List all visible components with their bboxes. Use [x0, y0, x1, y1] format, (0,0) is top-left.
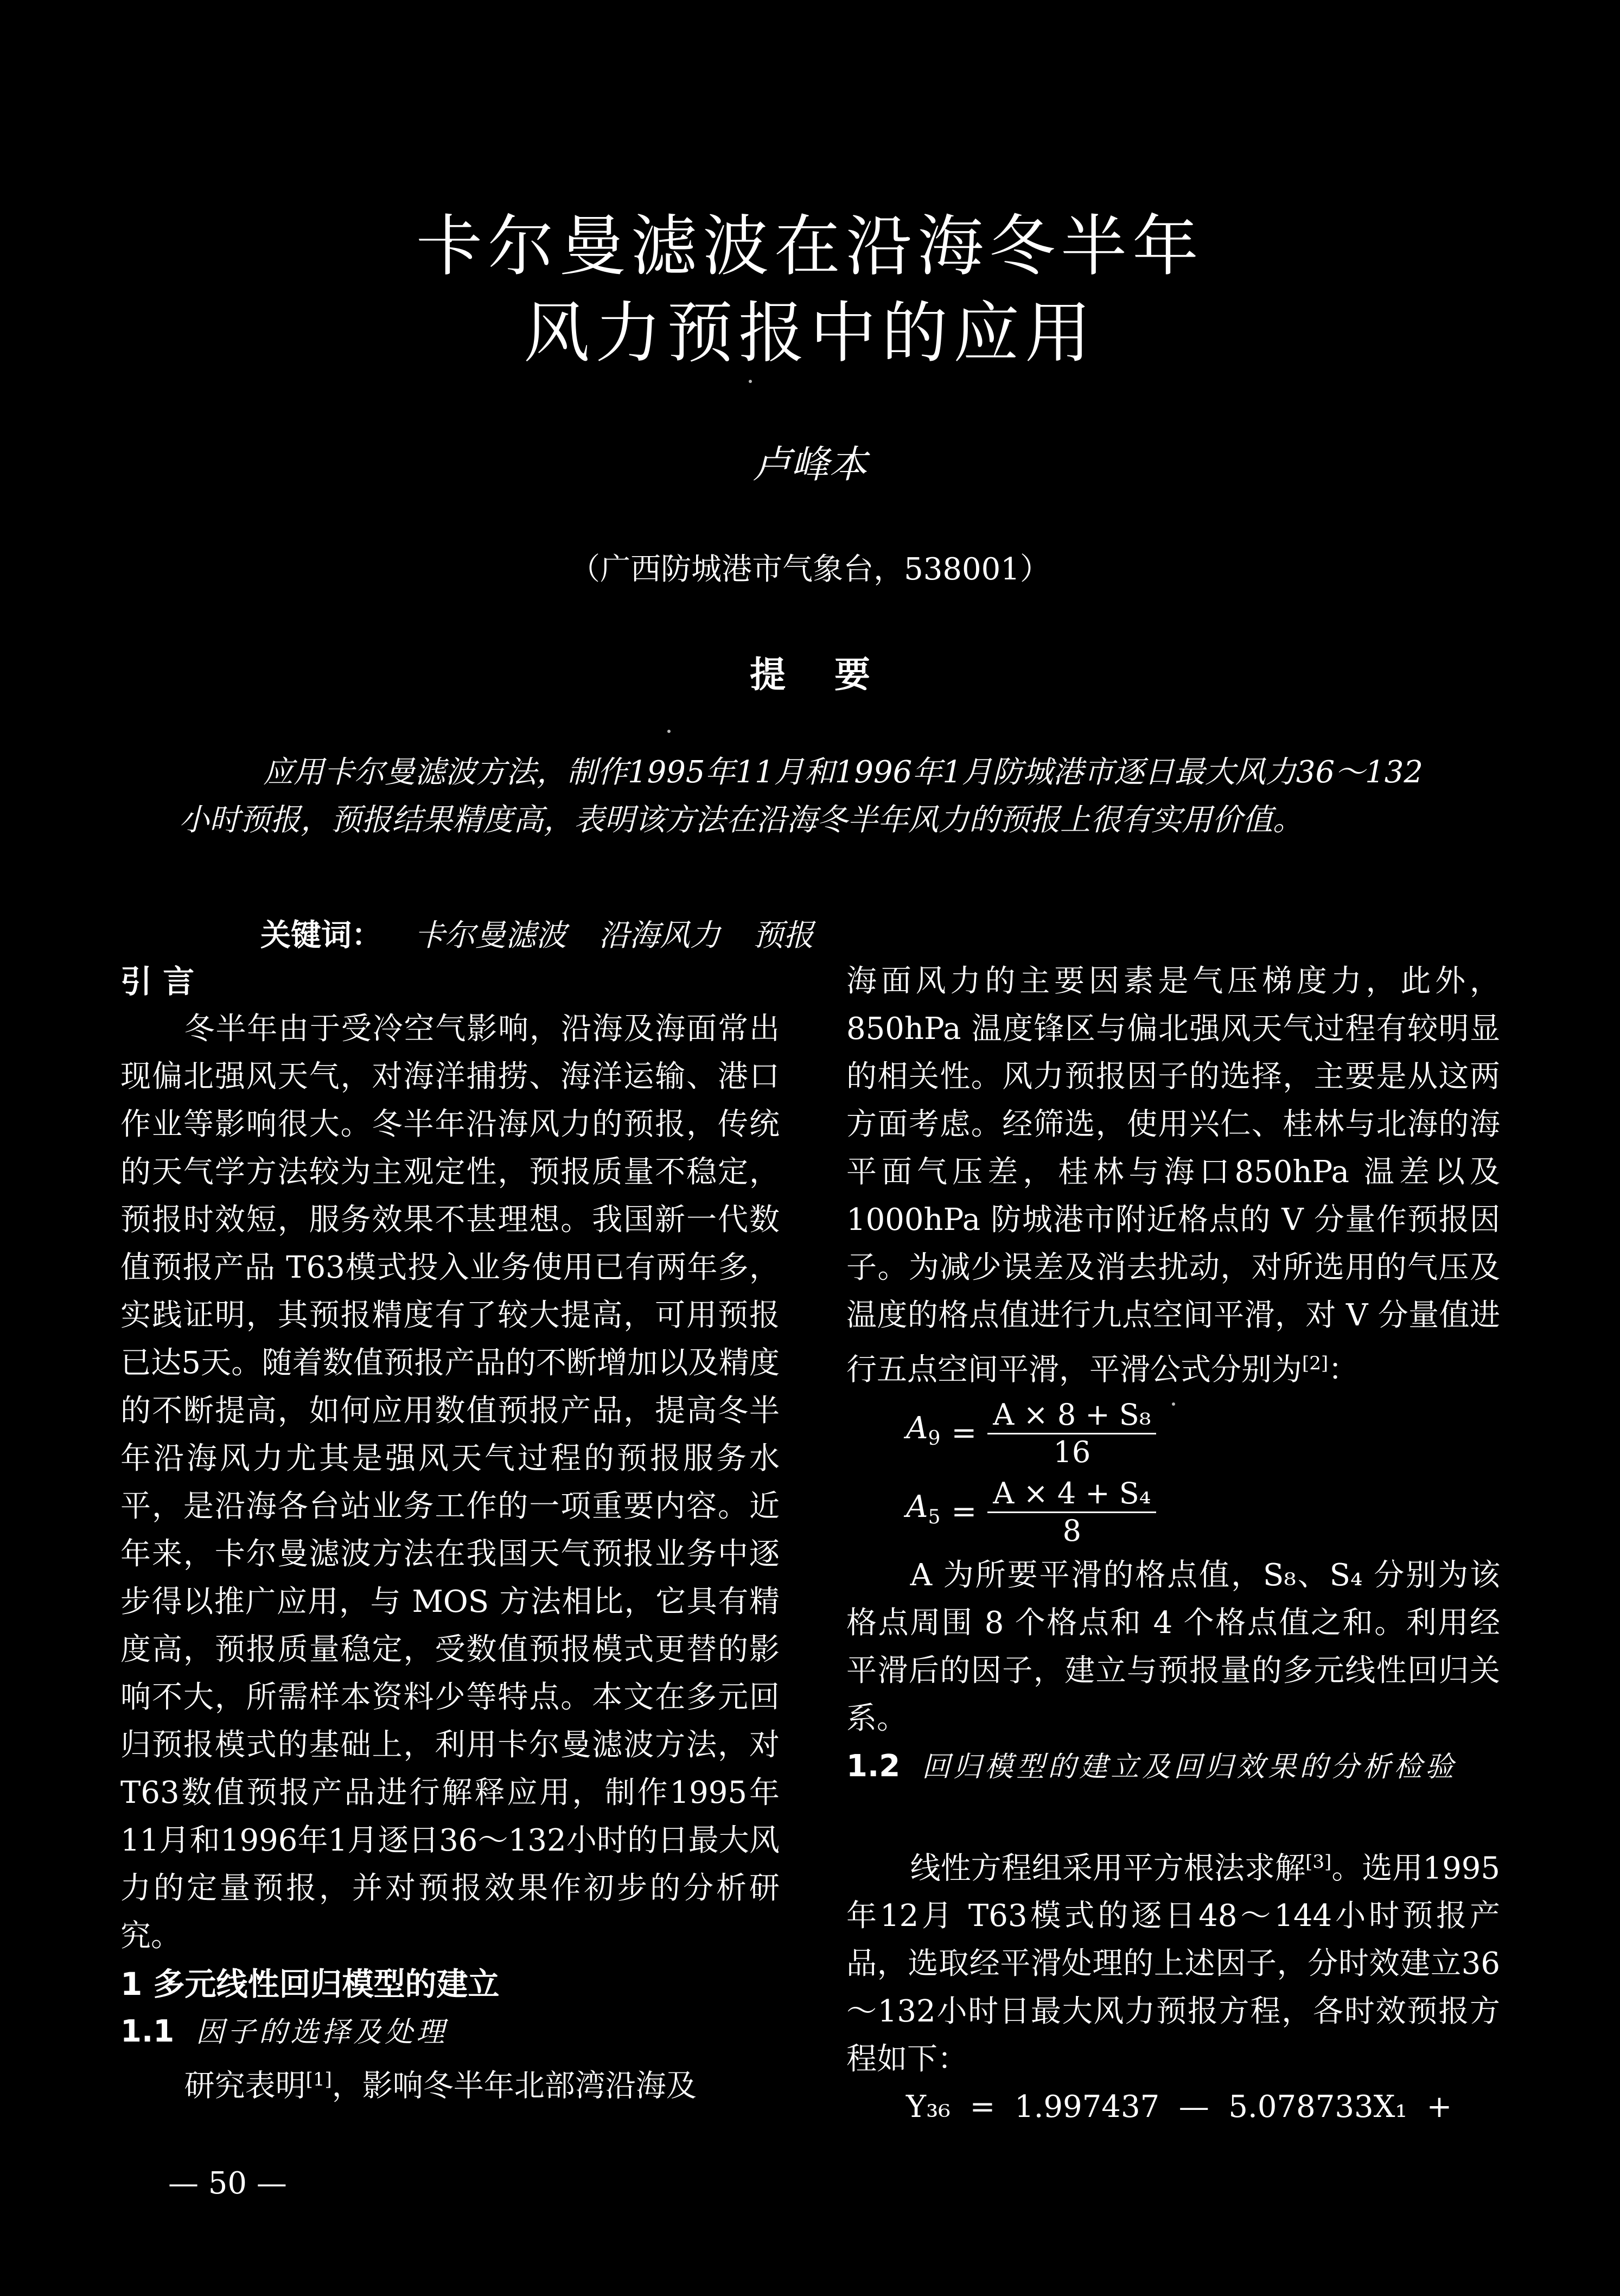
- smoothing-formula-5: $A_5$ = $\frac{\text{A × 4 + S₄}}{8}$: [846, 1473, 1500, 1552]
- citation: [2]: [1302, 1353, 1329, 1374]
- citation: [1]: [305, 2069, 332, 2090]
- subsection-1-1-heading: [120, 2008, 780, 2056]
- citation: [3]: [1305, 1851, 1332, 1873]
- subsection-number: 1.1: [120, 2014, 175, 2049]
- scan-speck: [749, 380, 752, 383]
- section-1-heading: 1 多元线性回归模型的建立: [120, 1966, 500, 2002]
- title-line-2: 风力预报中的应用: [524, 295, 1096, 372]
- factor-paragraph: 海面风力的主要因素是气压梯度力，此外，850hPa 温度锋区与偏北强风天气过程有较明显的相关性。风力预报因子的选择，主要是从这两方面考虑。经筛选，使用兴仁、桂林与北海的海平面气压差，桂林与海口850hPa 温差以及1000hPa 防城港市附近格点的 V 分量作预报因子。为减少误差及消去扰动，对所选用的气压及温度的格点值进行九点空间平滑，对 V 分量值进行五点空间平滑，平滑公式分别为[2]：: [846, 964, 1500, 1388]
- intro-paragraph: 冬半年由于受冷空气影响，沿海及海面常出现偏北强风天气，对海洋捕捞、海洋运输、港口作业等影响很大。冬半年沿海风力的预报，传统的天气学方法较为主观定性，预报质量不稳定，预报时效短，服务效果不甚理想。我国新一代数值预报产品 T63模式投入业务使用已有两年多，实践证明，其预报精度有了较大提高，可用预报已达5天。随着数值预报产品的不断增加以及精度的不断提高，如何应用数值预报产品，提高冬半年沿海风力尤其是强风天气过程的预报服务水平，是沿海各台站业务工作的一项重要内容。近年来，卡尔曼滤波方法在我国天气预报业务中逐步得以推广应用，与 MOS 方法相比，它具有精度高，预报质量稳定，受数值预报模式更替的影响不大，所需样本资料少等特点。本文在多元回归预报模式的基础上，利用卡尔曼滤波方法，对 T63数值预报产品进行解释应用，制作1995年11月和1996年1月逐日36～132小时的日最大风力的定量预报，并对预报效果作初步的分析研究。: [120, 1011, 780, 1954]
- keyword-item: 卡尔曼滤波: [414, 918, 566, 953]
- left-column: [120, 958, 780, 2110]
- keywords-label: 关键词：: [260, 918, 382, 953]
- page-number: — 50 —: [168, 2166, 287, 2201]
- title-line-1: 卡尔曼滤波在沿海冬半年: [416, 208, 1204, 285]
- subsection-1-2-heading: [846, 1743, 1500, 1838]
- smoothing-formula-9: $A_9$ = $\frac{\text{A × 8 + S₈}}{16}$: [846, 1394, 1500, 1473]
- formula-denominator: 8: [1062, 1513, 1082, 1548]
- subsection-title: 回归模型的建立及回归效果的分析检验: [922, 1750, 1457, 1783]
- formula-denominator: 16: [1053, 1434, 1091, 1469]
- subsection-number: 1.2: [846, 1748, 901, 1784]
- keywords: [260, 911, 814, 955]
- scan-speck: [1172, 1402, 1175, 1406]
- formula-numerator: A × 4 + S₄: [987, 1476, 1156, 1513]
- intro-heading: 引 言: [120, 963, 195, 1000]
- equation-y36: Y₃₆ = 1.997437 — 5.078733X₁ +: [906, 2089, 1452, 2125]
- right-column: [846, 958, 1500, 2131]
- regression-paragraph: 线性方程组采用平方根法求解[3]。选用1995年12月 T63模式的逐日48～144小时预报产品，选取经平滑处理的上述因子，分时效建立36～132小时日最大风力预报方程，各时效预报方程如下：: [846, 1851, 1501, 2077]
- abstract-text: 应用卡尔曼滤波方法，制作1995年11月和1996年1月防城港市逐日最大风力36～132小时预报，预报结果精度高，表明该方法在沿海冬半年风力的预报上很有实用价值。: [179, 755, 1424, 838]
- smoothing-explanation: A 为所要平滑的格点值，S₈、S₄ 分别为该格点周围 8 个格点和 4 个格点值之和。利用经平滑后的因子，建立与预报量的多元线性回归关系。: [846, 1557, 1500, 1736]
- subsection-title: 因子的选择及处理: [196, 2016, 448, 2049]
- abstract-heading: 提要: [750, 653, 919, 696]
- author: 卢峰本: [753, 442, 867, 487]
- keyword-item: 预报: [753, 918, 814, 953]
- subsection-1-1-paragraph: 研究表明[1]，影响冬半年北部湾沿海及: [184, 2068, 697, 2104]
- scan-speck: [667, 730, 671, 733]
- affiliation: （广西防城港市气象台，538001）: [570, 552, 1050, 587]
- keyword-item: 沿海风力: [599, 918, 720, 953]
- formula-numerator: A × 8 + S₈: [987, 1397, 1156, 1434]
